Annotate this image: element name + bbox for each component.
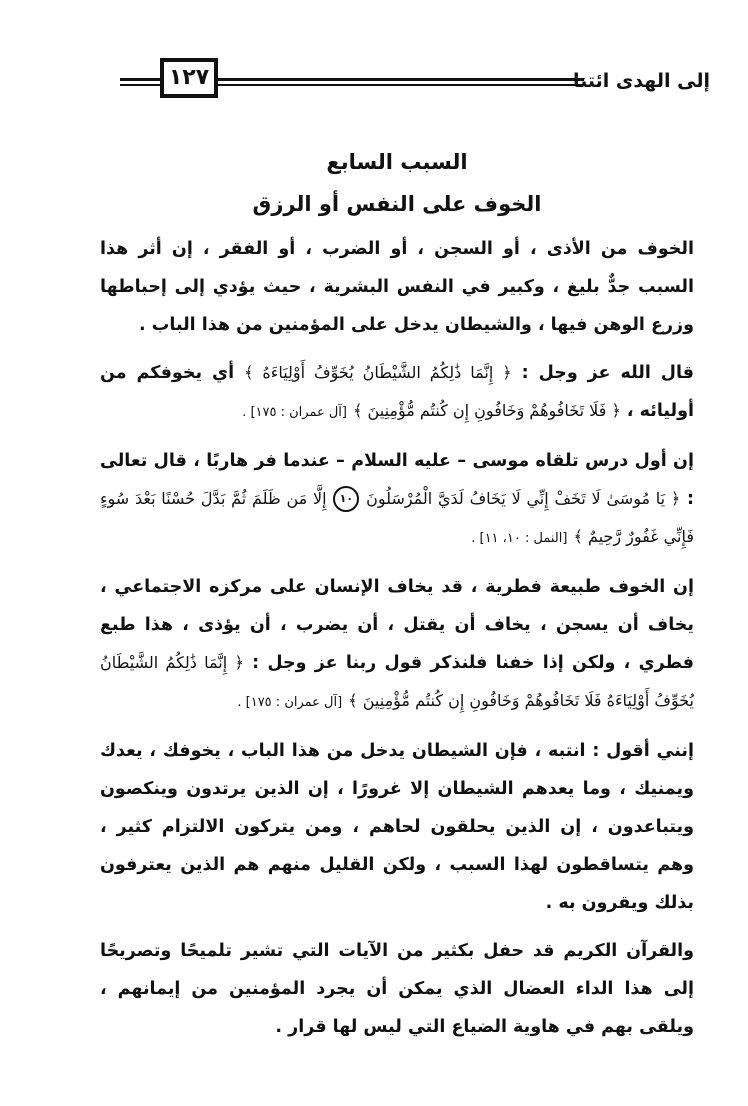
para2-intro: قال الله عز وجل : xyxy=(521,363,695,383)
page-header xyxy=(120,56,710,106)
paragraph-2 xyxy=(100,354,694,432)
header-rule-left xyxy=(120,78,160,81)
paragraph-5: إنني أقول : انتبه ، فإن الشيطان يدخل من هذا الباب ، يخوفك ، يعدك ويمنيك ، وما يعدهم الشيطان إلا غرورًا ، إن الذين يرتدون وينكصون ويتباعدون ، إن الذين يحلقون لحاهم ، ومن يتركون الالتزام كثير ، وهم يتساقطون لهذا السبب ، ولكن القليل منهم هم الذين يعترفون بذلك ويقرون به . xyxy=(100,741,694,913)
ayah-number-marker: ١٠ xyxy=(333,486,359,512)
paragraph-6: والقرآن الكريم قد حفل بكثير من الآيات التي تشير تلميحًا وتصريحًا إلى هذا الداء العضال الذي يمكن أن يجرد المؤمنين من إيمانهم ، ويلقى بهم في هاوية الضياع التي ليس لها قرار . xyxy=(100,941,694,1037)
quran-verse: ﴿ إِنَّمَا ذَٰلِكُمُ الشَّيْطَانُ يُخَوِّفُ أَوْلِيَاءَهُ فَلَا تَخَافُوهُمْ وَخَافُونِ إِن كُنتُم مُّؤْمِنِينَ ﴾ xyxy=(100,653,694,710)
paragraph-1: الخوف من الأذى ، أو السجن ، أو الضرب ، أو الفقر ، إن أثر هذا السبب جدٌّ بليغ ، وكبير في النفس البشرية ، حيث يؤدي إلى إحباطها وزرع الوهن فيها ، والشيطان يدخل على المؤمنين من هذا الباب . xyxy=(100,239,694,335)
quran-verse: ﴿ فَلَا تَخَافُوهُمْ وَخَافُونِ إِن كُنتُم مُّؤْمِنِينَ ﴾ xyxy=(353,401,621,420)
verse-reference: [آل عمران : ١٧٥] . xyxy=(237,695,343,710)
paragraph-4 xyxy=(100,568,694,722)
para2-mid: أي يخوفكم من أوليائه ، xyxy=(100,363,694,421)
section-subheading: الخوف على النفس أو الرزق xyxy=(252,192,542,216)
running-title: إلى الهدى ائتنا xyxy=(573,70,710,92)
para4-intro: إن الخوف طبيعة فطرية ، قد يخاف الإنسان على مركزه الاجتماعي ، يخاف أن يسجن ، يخاف أن يقتل ، أن يضرب ، أن يؤذى ، هذا طبع فطري ، ولكن إذا خفنا فلنذكر قول ربنا عز وجل : xyxy=(100,577,695,673)
paragraph-3 xyxy=(100,442,694,558)
verse-reference: [آل عمران : ١٧٥] . xyxy=(242,405,347,420)
section-heading: السبب السابع xyxy=(326,150,468,174)
para3-intro: إن أول درس تلقاه موسى – عليه السلام – عندما فر هاربًا ، قال تعالى : xyxy=(100,451,695,509)
header-rule xyxy=(218,78,584,81)
page-body xyxy=(100,140,694,1056)
verse-reference: [النمل : ١٠، ١١] . xyxy=(471,531,568,546)
quran-verse: ﴿ إِنَّمَا ذَٰلِكُمُ الشَّيْطَانُ يُخَوِّفُ أَوْلِيَاءَهُ ﴾ xyxy=(244,363,512,382)
page-number: ١٢٧ xyxy=(160,58,218,98)
quran-verse: إِلَّا مَن ظَلَمَ ثُمَّ بَدَّلَ حُسْنًا بَعْدَ سُوءٍ فَإِنِّي غَفُورٌ رَّحِيمٌ ﴾ xyxy=(100,489,694,546)
quran-verse: ﴿ يَا مُوسَىٰ لَا تَخَفْ إِنِّي لَا يَخَافُ لَدَيَّ الْمُرْسَلُونَ xyxy=(366,489,681,508)
